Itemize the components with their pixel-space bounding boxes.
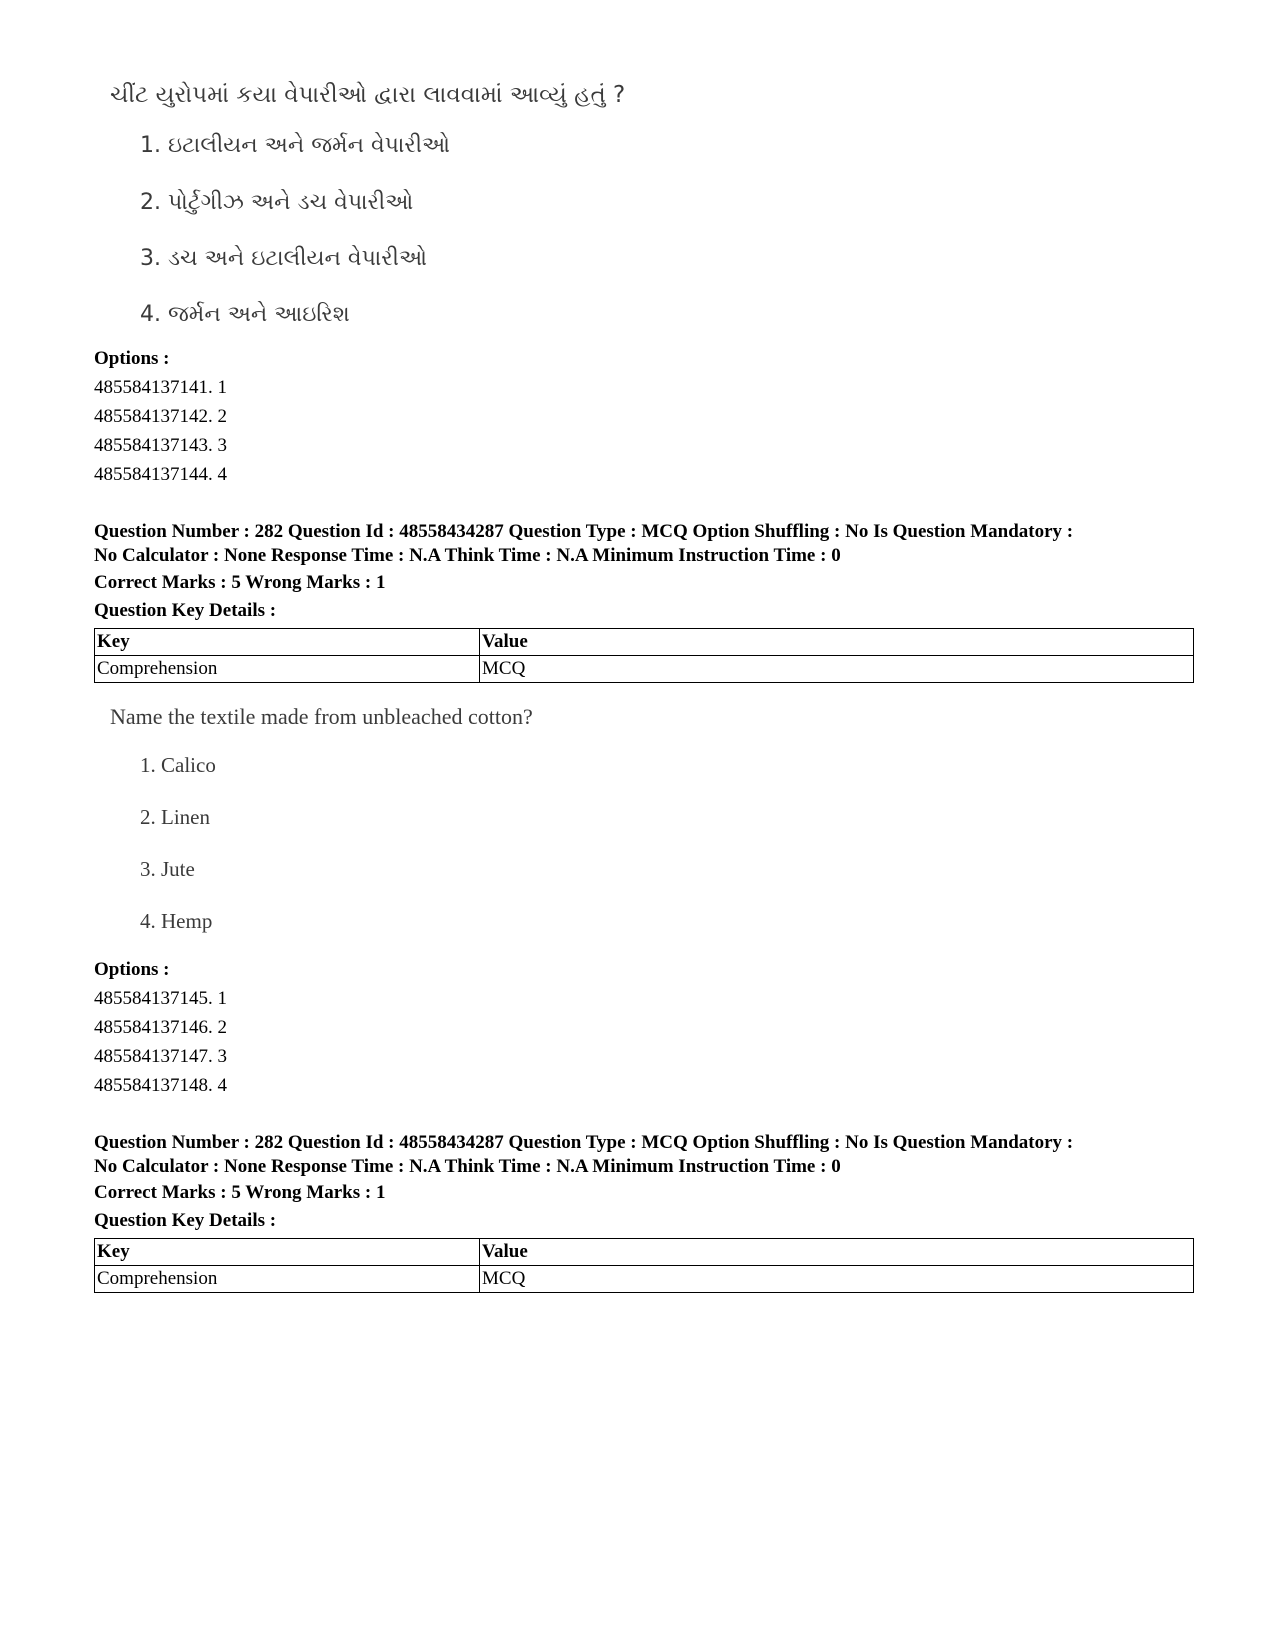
question-image-english — [110, 702, 533, 933]
meta-line: No Calculator : None Response Time : N.A Think Time : N.A Minimum Instruction Time : 0 — [94, 545, 841, 566]
table-row — [95, 1266, 1194, 1293]
key-details-label: Question Key Details : — [94, 1210, 277, 1231]
key-details-label: Question Key Details : — [94, 600, 277, 621]
choice-item: 3. Jute — [140, 857, 195, 881]
question-text: ચીંટ યુરોપમાં કયા વેપારીઓ દ્વારા લાવવામાં આવ્યું હતું ? — [110, 82, 626, 108]
question-image-gujarati — [110, 80, 626, 327]
question-meta — [94, 520, 1204, 568]
option-item: 485584137146. 2 — [94, 1017, 227, 1038]
table-cell: Comprehension — [95, 1266, 480, 1293]
marks-line: Correct Marks : 5 Wrong Marks : 1 — [94, 572, 386, 593]
option-item: 485584137145. 1 — [94, 988, 227, 1009]
option-item: 485584137142. 2 — [94, 406, 227, 427]
choice-item: 2. પોર્ટુગીઝ અને ડચ વેપારીઓ — [140, 190, 414, 215]
key-details-table — [94, 628, 1194, 683]
option-item: 485584137144. 4 — [94, 464, 227, 485]
choice-item: 1. ઇટાલીયન અને જર્મન વેપારીઓ — [140, 133, 450, 158]
question-text: Name the textile made from unbleached cotton? — [110, 704, 533, 729]
table-row — [95, 656, 1194, 683]
table-row — [95, 1239, 1194, 1266]
choice-item: 4. જર્મન અને આઇરિશ — [140, 302, 350, 327]
key-details-table — [94, 1238, 1194, 1293]
meta-line: No Calculator : None Response Time : N.A Think Time : N.A Minimum Instruction Time : 0 — [94, 1156, 841, 1177]
table-cell: Key — [95, 629, 480, 656]
options-block — [94, 955, 227, 1100]
options-label: Options : — [94, 348, 170, 369]
option-item: 485584137141. 1 — [94, 377, 227, 398]
meta-line: Question Number : 282 Question Id : 48558434287 Question Type : MCQ Option Shuffling : No Is Question Mandatory : — [94, 521, 1074, 542]
meta-line: Question Number : 282 Question Id : 48558434287 Question Type : MCQ Option Shuffling : No Is Question Mandatory : — [94, 1132, 1074, 1153]
table-cell: Value — [480, 1239, 1194, 1266]
option-item: 485584137148. 4 — [94, 1075, 227, 1096]
choice-item: 2. Linen — [140, 805, 210, 829]
table-cell: Value — [480, 629, 1194, 656]
table-cell: MCQ — [480, 656, 1194, 683]
choice-item: 1. Calico — [140, 753, 216, 777]
options-label: Options : — [94, 959, 170, 980]
options-block — [94, 344, 227, 489]
table-cell: Key — [95, 1239, 480, 1266]
table-cell: Comprehension — [95, 656, 480, 683]
option-item: 485584137147. 3 — [94, 1046, 227, 1067]
marks-line: Correct Marks : 5 Wrong Marks : 1 — [94, 1182, 386, 1203]
option-item: 485584137143. 3 — [94, 435, 227, 456]
table-row — [95, 629, 1194, 656]
choice-item: 3. ડચ અને ઇટાલીયન વેપારીઓ — [140, 246, 427, 271]
question-meta — [94, 1131, 1204, 1179]
table-cell: MCQ — [480, 1266, 1194, 1293]
choice-item: 4. Hemp — [140, 909, 213, 933]
